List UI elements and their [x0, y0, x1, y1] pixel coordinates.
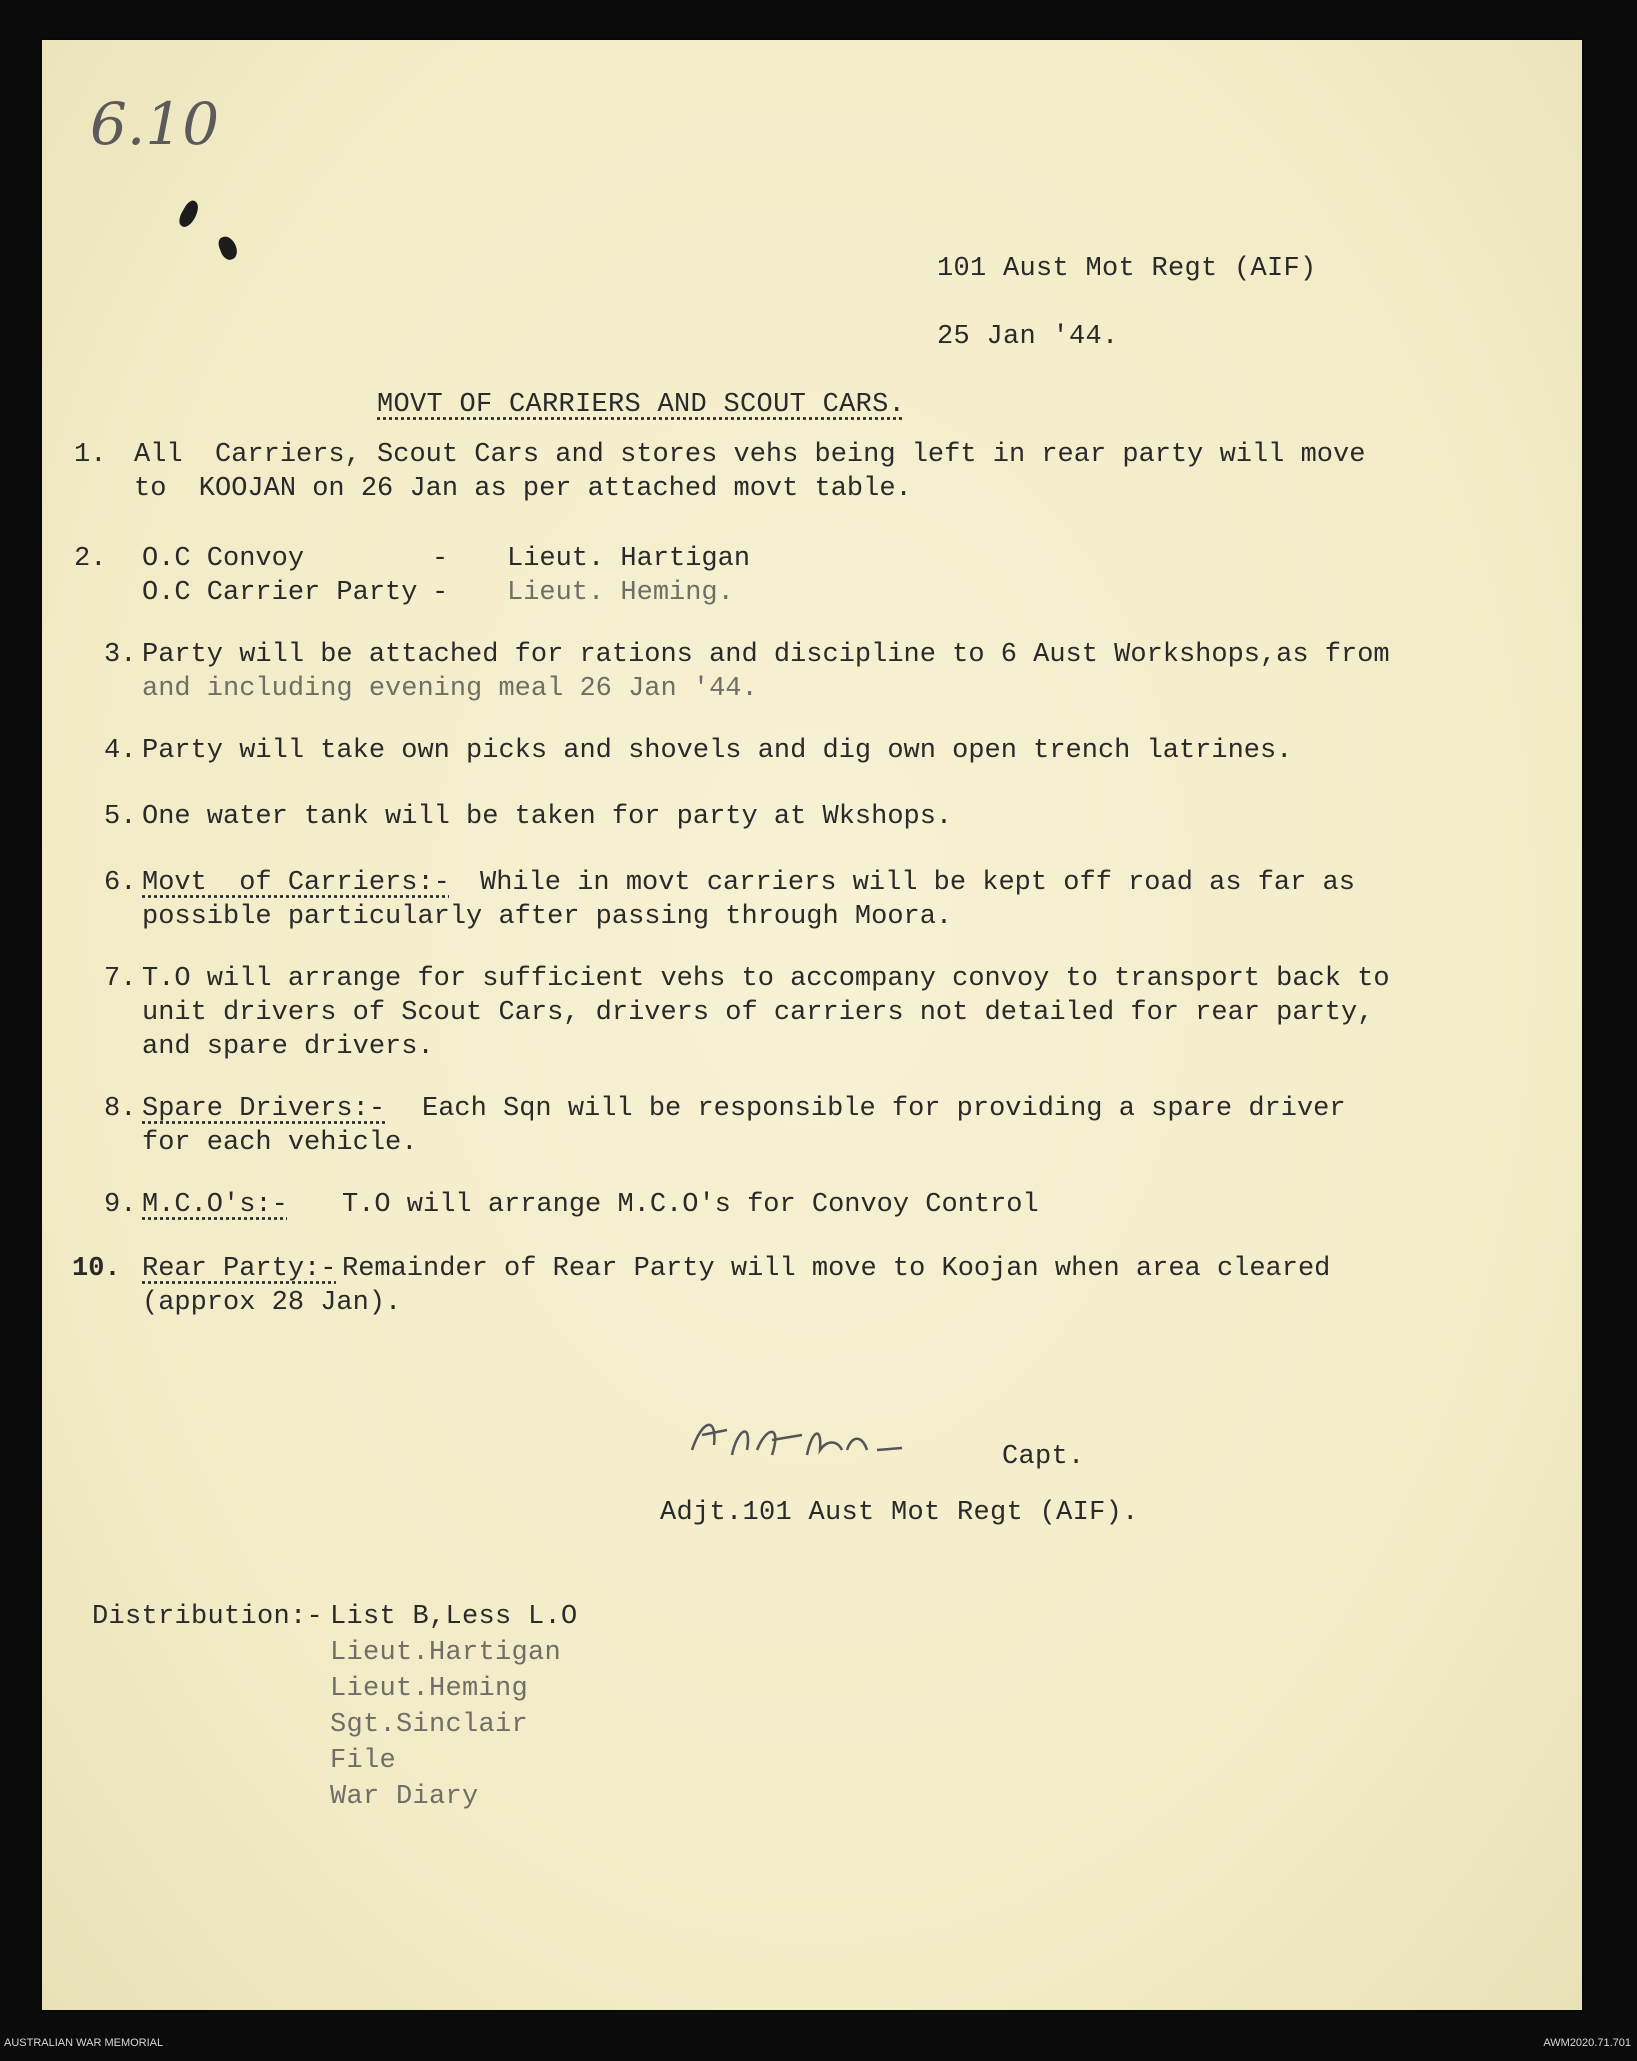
distribution-item: File — [330, 1746, 397, 1776]
paragraph-number: 8. — [104, 1094, 137, 1124]
handwritten-annotation: 6.10 — [90, 90, 220, 158]
ink-blot — [176, 198, 202, 229]
convoy-label: O.C Convoy — [142, 544, 305, 574]
distribution-item: Lieut.Hartigan — [330, 1638, 562, 1668]
paragraph-number: 5. — [104, 802, 137, 832]
paragraph-number: 2. — [74, 544, 107, 574]
signatory-appointment: Adjt.101 Aust Mot Regt (AIF). — [660, 1498, 1139, 1528]
carrier-party-officer: Lieut. Heming. — [507, 578, 734, 608]
paragraph-line: unit drivers of Scout Cars, drivers of carriers not detailed for rear party, — [142, 998, 1374, 1028]
paragraph-heading: Spare Drivers:- — [142, 1094, 386, 1124]
paragraph-number: 3. — [104, 640, 137, 670]
paragraph-line: possible particularly after passing through Moora. — [142, 902, 953, 932]
paragraph-line: and spare drivers. — [142, 1032, 434, 1062]
carrier-party-dash: - — [432, 578, 449, 608]
distribution-item: List B,Less L.O — [330, 1602, 578, 1632]
distribution-item: Lieut.Heming — [330, 1674, 529, 1704]
paragraph-line: T.O will arrange M.C.O's for Convoy Control — [342, 1190, 1039, 1220]
distribution-item: Sgt.Sinclair — [330, 1710, 529, 1740]
paragraph-line: One water tank will be taken for party at Wkshops. — [142, 802, 953, 832]
footer-accession-number: AWM2020.71.701 — [1543, 2037, 1631, 2049]
paragraph-line: Each Sqn will be responsible for providing a spare driver — [422, 1094, 1346, 1124]
document-page — [42, 40, 1582, 2010]
document-title: MOVT OF CARRIERS AND SCOUT CARS. — [377, 390, 906, 420]
paragraph-line: Party will take own picks and shovels and dig own open trench latrines. — [142, 736, 1293, 766]
paragraph-line: Party will be attached for rations and discipline to 6 Aust Workshops,as from — [142, 640, 1390, 670]
paragraph-number: 7. — [104, 964, 137, 994]
carrier-party-label: O.C Carrier Party — [142, 578, 418, 608]
distribution-label: Distribution:- — [92, 1602, 324, 1632]
paragraph-line: (approx 28 Jan). — [142, 1288, 402, 1318]
paragraph-number: 1. — [74, 440, 107, 470]
paragraph-heading: Movt of Carriers:- — [142, 868, 450, 898]
footer-institution: AUSTRALIAN WAR MEMORIAL — [4, 2037, 164, 2049]
unit-header: 101 Aust Mot Regt (AIF) — [937, 254, 1317, 284]
paragraph-line: All Carriers, Scout Cars and stores vehs being left in rear party will move — [134, 440, 1366, 470]
paragraph-number: 10. — [72, 1254, 121, 1284]
paragraph-line: T.O will arrange for sufficient vehs to accompany convoy to transport back to — [142, 964, 1390, 994]
paragraph-heading: Rear Party:- — [142, 1254, 337, 1284]
paragraph-number: 6. — [104, 868, 137, 898]
handwritten-signature — [672, 1400, 992, 1480]
paragraph-line: Remainder of Rear Party will move to Koojan when area cleared — [342, 1254, 1331, 1284]
paragraph-line: to KOOJAN on 26 Jan as per attached movt table. — [134, 474, 912, 504]
distribution-item: War Diary — [330, 1782, 479, 1812]
document-date: 25 Jan '44. — [937, 322, 1119, 352]
convoy-dash: - — [432, 544, 449, 574]
paragraph-number: 4. — [104, 736, 137, 766]
paragraph-heading: M.C.O's:- — [142, 1190, 288, 1220]
paragraph-line: While in movt carriers will be kept off road as far as — [480, 868, 1355, 898]
signatory-rank: Capt. — [1002, 1442, 1085, 1472]
ink-blot — [216, 234, 239, 262]
paragraph-line: for each vehicle. — [142, 1128, 418, 1158]
convoy-officer: Lieut. Hartigan — [507, 544, 751, 574]
paragraph-line: and including evening meal 26 Jan '44. — [142, 674, 758, 704]
paragraph-number: 9. — [104, 1190, 137, 1220]
